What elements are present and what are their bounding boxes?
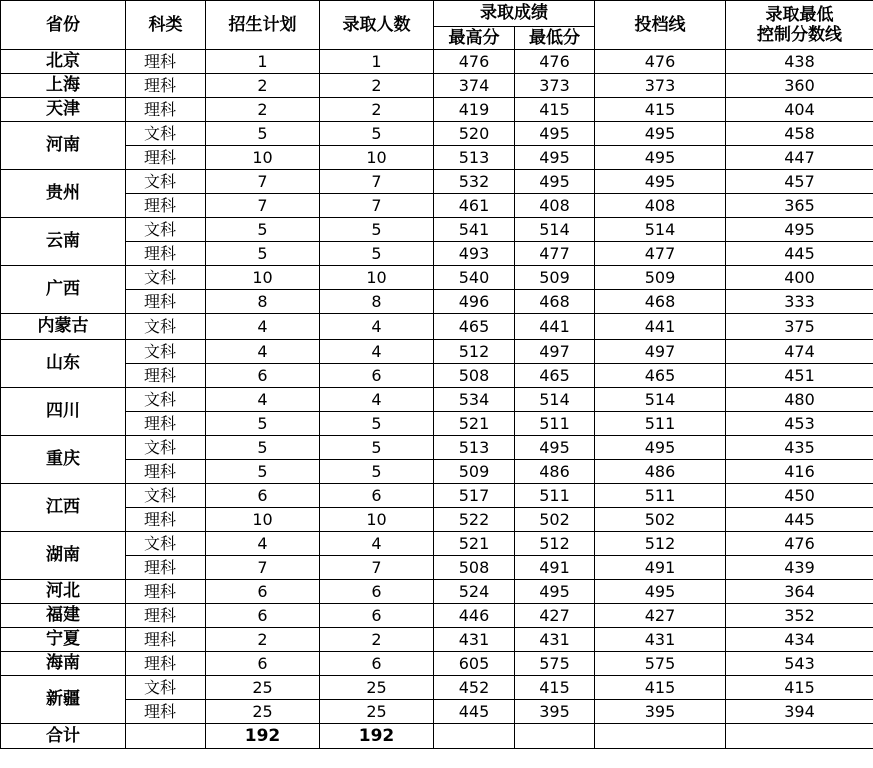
control-line-cell: 480 (726, 388, 873, 412)
total-filing-empty (595, 724, 726, 749)
min-score-cell: 509 (515, 266, 595, 290)
control-line-cell: 445 (726, 242, 873, 266)
filing-line-cell: 495 (595, 170, 726, 194)
min-score-cell: 495 (515, 170, 595, 194)
table-row (1, 412, 873, 436)
max-score-cell: 431 (434, 628, 515, 652)
table-row (1, 556, 873, 580)
max-score-cell: 508 (434, 364, 515, 388)
filing-line-cell: 509 (595, 266, 726, 290)
table-row (1, 170, 873, 194)
total-admitted: 192 (320, 724, 434, 749)
min-score-cell: 514 (515, 218, 595, 242)
plan-cell: 25 (206, 700, 320, 724)
subject-cell: 理科 (126, 242, 206, 266)
subject-cell: 文科 (126, 676, 206, 700)
min-score-cell: 476 (515, 50, 595, 74)
header-admitted: 录取人数 (320, 1, 434, 50)
admitted-cell: 5 (320, 436, 434, 460)
plan-cell: 2 (206, 98, 320, 122)
table-row (1, 508, 873, 532)
header-province: 省份 (1, 1, 126, 50)
table-row (1, 122, 873, 146)
min-score-cell: 495 (515, 122, 595, 146)
max-score-cell: 513 (434, 436, 515, 460)
filing-line-cell: 497 (595, 340, 726, 364)
min-score-cell: 511 (515, 484, 595, 508)
control-line-cell: 438 (726, 50, 873, 74)
total-row (1, 724, 873, 749)
subject-cell: 理科 (126, 74, 206, 98)
max-score-cell: 512 (434, 340, 515, 364)
control-line-cell: 495 (726, 218, 873, 242)
min-score-cell: 502 (515, 508, 595, 532)
filing-line-cell: 495 (595, 122, 726, 146)
max-score-cell: 493 (434, 242, 515, 266)
subject-cell: 文科 (126, 532, 206, 556)
control-line-cell: 394 (726, 700, 873, 724)
filing-line-cell: 495 (595, 146, 726, 170)
filing-line-cell: 476 (595, 50, 726, 74)
filing-line-cell: 441 (595, 314, 726, 340)
table-row (1, 700, 873, 724)
subject-cell: 文科 (126, 484, 206, 508)
filing-line-cell: 502 (595, 508, 726, 532)
province-cell: 新疆 (1, 676, 126, 724)
table-row (1, 436, 873, 460)
control-line-cell: 434 (726, 628, 873, 652)
min-score-cell: 431 (515, 628, 595, 652)
min-score-cell: 468 (515, 290, 595, 314)
header-row (1, 1, 873, 27)
control-line-cell: 447 (726, 146, 873, 170)
header-subject: 科类 (126, 1, 206, 50)
subject-cell: 理科 (126, 50, 206, 74)
province-cell: 湖南 (1, 532, 126, 580)
filing-line-cell: 511 (595, 484, 726, 508)
min-score-cell: 465 (515, 364, 595, 388)
table-row (1, 290, 873, 314)
header-min-score: 最低分 (515, 27, 595, 50)
max-score-cell: 532 (434, 170, 515, 194)
subject-cell: 文科 (126, 266, 206, 290)
max-score-cell: 465 (434, 314, 515, 340)
total-control-empty (726, 724, 873, 749)
subject-cell: 理科 (126, 460, 206, 484)
min-score-cell: 427 (515, 604, 595, 628)
table-row (1, 388, 873, 412)
control-line-cell: 365 (726, 194, 873, 218)
plan-cell: 4 (206, 388, 320, 412)
max-score-cell: 496 (434, 290, 515, 314)
header-filing-line: 投档线 (595, 1, 726, 50)
table-row (1, 580, 873, 604)
subject-cell: 理科 (126, 508, 206, 532)
table-row (1, 218, 873, 242)
admitted-cell: 10 (320, 266, 434, 290)
max-score-cell: 517 (434, 484, 515, 508)
header-control-line-1: 录取最低 (765, 4, 834, 25)
max-score-cell: 520 (434, 122, 515, 146)
subject-cell: 文科 (126, 436, 206, 460)
min-score-cell: 575 (515, 652, 595, 676)
admitted-cell: 2 (320, 628, 434, 652)
table-row (1, 314, 873, 340)
min-score-cell: 497 (515, 340, 595, 364)
max-score-cell: 605 (434, 652, 515, 676)
province-cell: 宁夏 (1, 628, 126, 652)
control-line-cell: 404 (726, 98, 873, 122)
min-score-cell: 512 (515, 532, 595, 556)
control-line-cell: 458 (726, 122, 873, 146)
total-label: 合计 (1, 724, 126, 749)
admitted-cell: 4 (320, 340, 434, 364)
min-score-cell: 495 (515, 580, 595, 604)
min-score-cell: 477 (515, 242, 595, 266)
province-cell: 广西 (1, 266, 126, 314)
subject-cell: 理科 (126, 98, 206, 122)
header-scores: 录取成绩 (434, 1, 595, 27)
province-cell: 云南 (1, 218, 126, 266)
plan-cell: 5 (206, 412, 320, 436)
control-line-cell: 400 (726, 266, 873, 290)
header-max-score: 最高分 (434, 27, 515, 50)
admitted-cell: 7 (320, 170, 434, 194)
max-score-cell: 534 (434, 388, 515, 412)
min-score-cell: 415 (515, 676, 595, 700)
admitted-cell: 5 (320, 412, 434, 436)
max-score-cell: 419 (434, 98, 515, 122)
subject-cell: 理科 (126, 364, 206, 388)
table-row (1, 484, 873, 508)
filing-line-cell: 486 (595, 460, 726, 484)
min-score-cell: 395 (515, 700, 595, 724)
total-subject-empty (126, 724, 206, 749)
plan-cell: 10 (206, 266, 320, 290)
max-score-cell: 508 (434, 556, 515, 580)
table-row (1, 74, 873, 98)
province-cell: 海南 (1, 652, 126, 676)
table-row (1, 628, 873, 652)
admitted-cell: 5 (320, 122, 434, 146)
control-line-cell: 474 (726, 340, 873, 364)
max-score-cell: 476 (434, 50, 515, 74)
admitted-cell: 5 (320, 460, 434, 484)
control-line-cell: 476 (726, 532, 873, 556)
filing-line-cell: 511 (595, 412, 726, 436)
filing-line-cell: 514 (595, 218, 726, 242)
admitted-cell: 7 (320, 194, 434, 218)
min-score-cell: 486 (515, 460, 595, 484)
table-body (1, 50, 873, 749)
filing-line-cell: 514 (595, 388, 726, 412)
max-score-cell: 445 (434, 700, 515, 724)
subject-cell: 文科 (126, 314, 206, 340)
province-cell: 贵州 (1, 170, 126, 218)
min-score-cell: 491 (515, 556, 595, 580)
plan-cell: 5 (206, 242, 320, 266)
filing-line-cell: 495 (595, 580, 726, 604)
filing-line-cell: 373 (595, 74, 726, 98)
header-control-line-2: 控制分数线 (757, 25, 842, 45)
plan-cell: 4 (206, 532, 320, 556)
table-row (1, 194, 873, 218)
table-row (1, 532, 873, 556)
control-line-cell: 360 (726, 74, 873, 98)
plan-cell: 1 (206, 50, 320, 74)
total-min-empty (515, 724, 595, 749)
admitted-cell: 1 (320, 50, 434, 74)
header-control-line (726, 1, 873, 50)
plan-cell: 25 (206, 676, 320, 700)
admitted-cell: 5 (320, 242, 434, 266)
admitted-cell: 6 (320, 652, 434, 676)
control-line-cell: 415 (726, 676, 873, 700)
plan-cell: 2 (206, 74, 320, 98)
province-cell: 上海 (1, 74, 126, 98)
subject-cell: 理科 (126, 290, 206, 314)
table-row (1, 50, 873, 74)
province-cell: 江西 (1, 484, 126, 532)
province-cell: 天津 (1, 98, 126, 122)
subject-cell: 理科 (126, 412, 206, 436)
province-cell: 河北 (1, 580, 126, 604)
max-score-cell: 513 (434, 146, 515, 170)
admitted-cell: 6 (320, 484, 434, 508)
control-line-cell: 333 (726, 290, 873, 314)
max-score-cell: 374 (434, 74, 515, 98)
admitted-cell: 6 (320, 364, 434, 388)
plan-cell: 6 (206, 580, 320, 604)
subject-cell: 理科 (126, 146, 206, 170)
control-line-cell: 457 (726, 170, 873, 194)
admitted-cell: 2 (320, 98, 434, 122)
admitted-cell: 5 (320, 218, 434, 242)
min-score-cell: 495 (515, 436, 595, 460)
plan-cell: 5 (206, 436, 320, 460)
control-line-cell: 364 (726, 580, 873, 604)
admitted-cell: 2 (320, 74, 434, 98)
control-line-cell: 416 (726, 460, 873, 484)
filing-line-cell: 415 (595, 98, 726, 122)
max-score-cell: 541 (434, 218, 515, 242)
control-line-cell: 375 (726, 314, 873, 340)
min-score-cell: 495 (515, 146, 595, 170)
filing-line-cell: 465 (595, 364, 726, 388)
min-score-cell: 511 (515, 412, 595, 436)
admitted-cell: 4 (320, 532, 434, 556)
admitted-cell: 10 (320, 508, 434, 532)
plan-cell: 6 (206, 604, 320, 628)
subject-cell: 文科 (126, 170, 206, 194)
admitted-cell: 6 (320, 604, 434, 628)
plan-cell: 4 (206, 314, 320, 340)
filing-line-cell: 395 (595, 700, 726, 724)
subject-cell: 理科 (126, 556, 206, 580)
plan-cell: 8 (206, 290, 320, 314)
filing-line-cell: 431 (595, 628, 726, 652)
max-score-cell: 540 (434, 266, 515, 290)
admitted-cell: 7 (320, 556, 434, 580)
plan-cell: 6 (206, 652, 320, 676)
subject-cell: 文科 (126, 122, 206, 146)
filing-line-cell: 415 (595, 676, 726, 700)
plan-cell: 7 (206, 556, 320, 580)
max-score-cell: 509 (434, 460, 515, 484)
plan-cell: 6 (206, 484, 320, 508)
max-score-cell: 461 (434, 194, 515, 218)
table-row (1, 266, 873, 290)
subject-cell: 理科 (126, 194, 206, 218)
filing-line-cell: 512 (595, 532, 726, 556)
province-cell: 山东 (1, 340, 126, 388)
subject-cell: 文科 (126, 218, 206, 242)
plan-cell: 5 (206, 122, 320, 146)
filing-line-cell: 468 (595, 290, 726, 314)
max-score-cell: 446 (434, 604, 515, 628)
subject-cell: 文科 (126, 388, 206, 412)
table-row (1, 340, 873, 364)
table-row (1, 652, 873, 676)
province-cell: 河南 (1, 122, 126, 170)
min-score-cell: 441 (515, 314, 595, 340)
plan-cell: 10 (206, 508, 320, 532)
subject-cell: 理科 (126, 700, 206, 724)
control-line-cell: 439 (726, 556, 873, 580)
control-line-cell: 453 (726, 412, 873, 436)
filing-line-cell: 575 (595, 652, 726, 676)
table-row (1, 460, 873, 484)
table-row (1, 364, 873, 388)
table-row (1, 604, 873, 628)
header-plan: 招生计划 (206, 1, 320, 50)
control-line-cell: 450 (726, 484, 873, 508)
min-score-cell: 408 (515, 194, 595, 218)
admitted-cell: 25 (320, 700, 434, 724)
plan-cell: 2 (206, 628, 320, 652)
plan-cell: 5 (206, 218, 320, 242)
admitted-cell: 4 (320, 314, 434, 340)
max-score-cell: 521 (434, 532, 515, 556)
max-score-cell: 452 (434, 676, 515, 700)
filing-line-cell: 477 (595, 242, 726, 266)
table-row (1, 242, 873, 266)
plan-cell: 10 (206, 146, 320, 170)
filing-line-cell: 495 (595, 436, 726, 460)
plan-cell: 5 (206, 460, 320, 484)
total-max-empty (434, 724, 515, 749)
province-cell: 北京 (1, 50, 126, 74)
subject-cell: 理科 (126, 652, 206, 676)
admitted-cell: 10 (320, 146, 434, 170)
filing-line-cell: 427 (595, 604, 726, 628)
plan-cell: 6 (206, 364, 320, 388)
subject-cell: 理科 (126, 604, 206, 628)
plan-cell: 7 (206, 194, 320, 218)
admitted-cell: 6 (320, 580, 434, 604)
admitted-cell: 4 (320, 388, 434, 412)
control-line-cell: 543 (726, 652, 873, 676)
max-score-cell: 521 (434, 412, 515, 436)
admitted-cell: 8 (320, 290, 434, 314)
table-row (1, 98, 873, 122)
control-line-cell: 445 (726, 508, 873, 532)
subject-cell: 文科 (126, 340, 206, 364)
min-score-cell: 373 (515, 74, 595, 98)
max-score-cell: 522 (434, 508, 515, 532)
max-score-cell: 524 (434, 580, 515, 604)
filing-line-cell: 408 (595, 194, 726, 218)
control-line-cell: 352 (726, 604, 873, 628)
filing-line-cell: 491 (595, 556, 726, 580)
total-plan: 192 (206, 724, 320, 749)
min-score-cell: 514 (515, 388, 595, 412)
control-line-cell: 435 (726, 436, 873, 460)
plan-cell: 4 (206, 340, 320, 364)
subject-cell: 理科 (126, 628, 206, 652)
table-row (1, 676, 873, 700)
admitted-cell: 25 (320, 676, 434, 700)
province-cell: 内蒙古 (1, 314, 126, 340)
subject-cell: 理科 (126, 580, 206, 604)
province-cell: 重庆 (1, 436, 126, 484)
control-line-cell: 451 (726, 364, 873, 388)
min-score-cell: 415 (515, 98, 595, 122)
province-cell: 四川 (1, 388, 126, 436)
table-row (1, 146, 873, 170)
province-cell: 福建 (1, 604, 126, 628)
plan-cell: 7 (206, 170, 320, 194)
